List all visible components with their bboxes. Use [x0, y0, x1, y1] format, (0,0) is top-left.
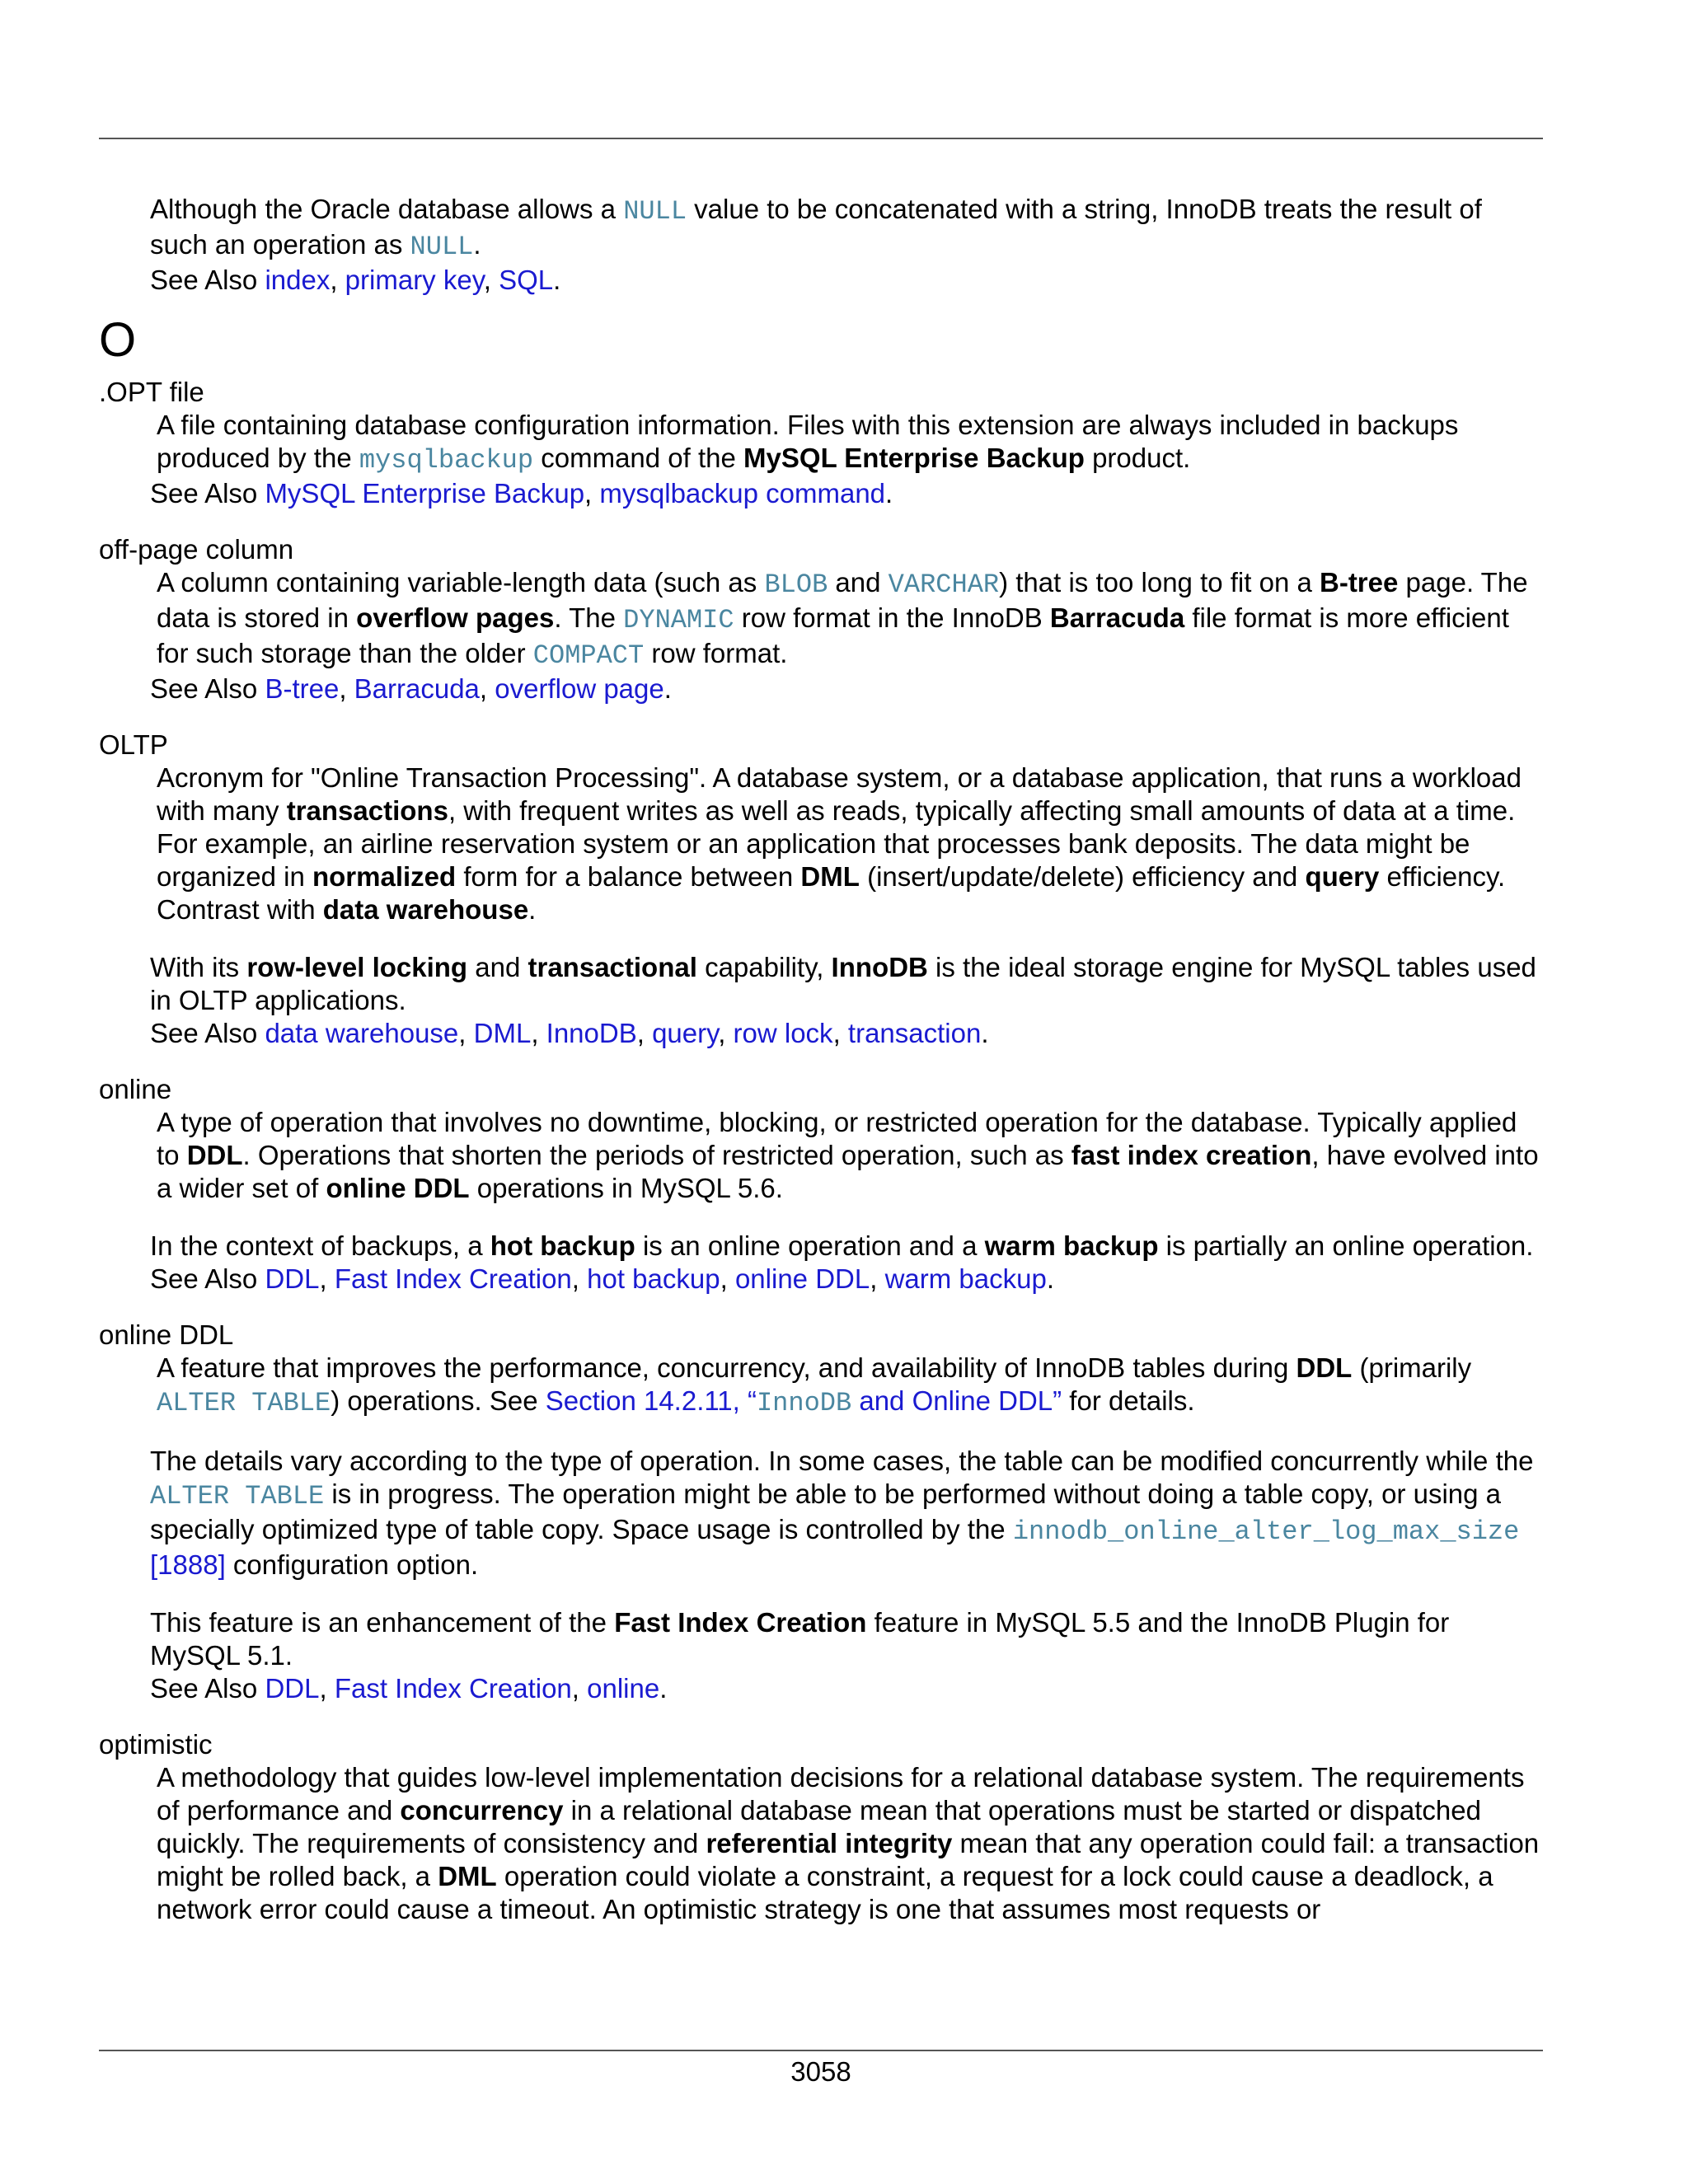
- code-literal: NULL: [623, 196, 687, 227]
- see-also-link[interactable]: DDL: [265, 1263, 320, 1294]
- definition-paragraph: A feature that improves the performance, concurrency, and availability of InnoDB tables during DDL (primarily ALTER TABLE) operations. See Section 14.2.11, “InnoDB and Online DDL” for details.: [157, 1352, 1472, 1418]
- continuation-see-also: See Also index, primary key, SQL.: [150, 265, 561, 295]
- continuation-paragraph: Although the Oracle database allows a NULL value to be concatenated with a string, InnoDB treats the result of such an operation as NULL.: [150, 194, 1482, 262]
- glossary-term: off-page column: [99, 534, 294, 565]
- glossary-content: [99, 193, 1543, 1926]
- glossary-term-reference: DDL: [186, 1140, 243, 1170]
- see-also-link[interactable]: index: [265, 265, 331, 295]
- cross-reference-link[interactable]: and Online DDL”: [851, 1385, 1062, 1416]
- definition-paragraph: Acronym for "Online Transaction Processing". A database system, or a database application, that runs a workload with many transactions, with frequent writes as well as reads, typically affecting small amounts of data at a time. For example, an airline reservation system or an application that processes bank deposits. The data might be organized in normalized form for a balance between DML (insert/update/delete) efficiency and query efficiency. Contrast with data warehouse.: [157, 762, 1522, 925]
- page-number: 3058: [790, 2056, 851, 2087]
- glossary-term-reference: referential integrity: [706, 1828, 953, 1858]
- see-also: See Also DDL, Fast Index Creation, online.: [150, 1673, 668, 1704]
- definition-paragraph: A column containing variable-length data (such as BLOB and VARCHAR) that is too long to fit on a B-tree page. The data is stored in overflow pages. The DYNAMIC row format in the InnoDB Barracuda file format is more efficient for such storage than the older COMPACT row format.: [157, 567, 1528, 671]
- see-also: See Also MySQL Enterprise Backup, mysqlbackup command.: [150, 478, 893, 509]
- glossary-entry: [99, 376, 1543, 510]
- glossary-term-reference: data warehouse: [322, 894, 529, 925]
- glossary-term: online: [99, 1074, 172, 1104]
- definition-paragraph: In the context of backups, a hot backup is an online operation and a warm backup is partially an online operation.: [150, 1230, 1534, 1261]
- definition-paragraph: A type of operation that involves no downtime, blocking, or restricted operation for the database. Typically applied to DDL. Operations that shorten the periods of restricted operation, such as fast index creation, have evolved into a wider set of online DDL operations in MySQL 5.6.: [157, 1107, 1539, 1203]
- see-also-link[interactable]: B-tree: [265, 673, 340, 704]
- see-also: See Also data warehouse, DML, InnoDB, query, row lock, transaction.: [150, 1018, 989, 1048]
- glossary-term-reference: online DDL: [326, 1173, 470, 1203]
- see-also-link[interactable]: Barracuda: [354, 673, 480, 704]
- glossary-term-reference: query: [1305, 861, 1380, 892]
- see-also: See Also DDL, Fast Index Creation, hot backup, online DDL, warm backup.: [150, 1263, 1054, 1294]
- code-literal: mysqlbackup: [359, 445, 534, 476]
- see-also-link[interactable]: online DDL: [734, 1263, 870, 1294]
- cross-reference-link[interactable]: Section 14.2.11, “: [545, 1385, 757, 1416]
- see-also-link[interactable]: query: [652, 1018, 719, 1048]
- see-also: See Also B-tree, Barracuda, overflow page.: [150, 673, 672, 704]
- glossary-entry: [99, 1073, 1543, 1296]
- see-also-link[interactable]: MySQL Enterprise Backup: [265, 478, 585, 509]
- glossary-term-reference: warm backup: [984, 1230, 1159, 1261]
- glossary-entries: [99, 376, 1543, 1926]
- glossary-term-reference: fast index creation: [1071, 1140, 1312, 1170]
- glossary-term-reference: normalized: [312, 861, 457, 892]
- glossary-term: .OPT file: [99, 377, 204, 407]
- cross-reference-link[interactable]: [1888]: [150, 1549, 226, 1580]
- see-also-link[interactable]: online: [587, 1673, 660, 1704]
- code-literal: innodb_online_alter_log_max_size: [1012, 1516, 1520, 1547]
- see-also-link[interactable]: SQL: [499, 265, 554, 295]
- see-also-link[interactable]: InnoDB: [546, 1018, 637, 1048]
- see-also-link[interactable]: overflow page: [495, 673, 664, 704]
- definition-paragraph: This feature is an enhancement of the Fast Index Creation feature in MySQL 5.5 and the InnoDB Plugin for MySQL 5.1.: [150, 1607, 1450, 1671]
- continuation-entry: [99, 193, 1543, 297]
- header-rule: [99, 138, 1543, 139]
- section-letter: O: [99, 313, 137, 367]
- glossary-term-reference: Fast Index Creation: [614, 1607, 867, 1638]
- glossary-term-reference: overflow pages: [356, 602, 555, 633]
- glossary-entry: [99, 1319, 1543, 1705]
- glossary-term: optimistic: [99, 1729, 213, 1760]
- code-literal: ALTER TABLE: [157, 1388, 331, 1418]
- cross-reference-link[interactable]: InnoDB: [756, 1388, 852, 1418]
- glossary-term-reference: row-level locking: [246, 952, 468, 982]
- see-also-link[interactable]: DML: [473, 1018, 532, 1048]
- glossary-term-reference: transactions: [286, 795, 448, 826]
- see-also-link[interactable]: Fast Index Creation: [334, 1263, 572, 1294]
- definition-paragraph: A file containing database configuration information. Files with this extension are always included in backups produced by the mysqlbackup command of the MySQL Enterprise Backup product.: [157, 410, 1459, 476]
- glossary-term-reference: DML: [438, 1861, 497, 1891]
- see-also-link[interactable]: hot backup: [587, 1263, 720, 1294]
- glossary-term-reference: MySQL Enterprise Backup: [743, 443, 1085, 473]
- see-also-link[interactable]: data warehouse: [265, 1018, 459, 1048]
- glossary-entry: [99, 1728, 1543, 1926]
- see-also-link[interactable]: DDL: [265, 1673, 320, 1704]
- glossary-entry: [99, 533, 1543, 705]
- see-also-link[interactable]: row lock: [733, 1018, 833, 1048]
- see-also-link[interactable]: mysqlbackup command: [599, 478, 886, 509]
- glossary-term-reference: transactional: [528, 952, 697, 982]
- glossary-term-reference: Barracuda: [1049, 602, 1185, 633]
- code-literal: DYNAMIC: [623, 605, 734, 635]
- see-also-link[interactable]: primary key: [345, 265, 484, 295]
- code-literal: VARCHAR: [888, 569, 1000, 600]
- glossary-term-reference: DDL: [1296, 1352, 1353, 1383]
- code-literal: COMPACT: [532, 640, 645, 671]
- glossary-term-reference: hot backup: [490, 1230, 635, 1261]
- definition-paragraph: A methodology that guides low-level implementation decisions for a relational database system. The requirements of performance and concurrency in a relational database mean that operations must be started or dispatched quickly. The requirements of consistency and referential integrity mean that any operation could fail: a transaction might be rolled back, a DML operation could violate a constraint, a request for a lock could cause a deadlock, a network error could cause a timeout. An optimistic strategy is one that assumes most requests or: [157, 1762, 1540, 1924]
- glossary-term: OLTP: [99, 729, 168, 760]
- see-also-link[interactable]: warm backup: [884, 1263, 1047, 1294]
- see-also-link[interactable]: Fast Index Creation: [334, 1673, 572, 1704]
- code-literal: ALTER TABLE: [150, 1481, 325, 1511]
- glossary-term-reference: InnoDB: [831, 952, 928, 982]
- definition-paragraph: With its row-level locking and transactional capability, InnoDB is the ideal storage engine for MySQL tables used in OLTP applications.: [150, 952, 1536, 1015]
- glossary-term-reference: concurrency: [400, 1795, 564, 1825]
- glossary-term: online DDL: [99, 1319, 234, 1350]
- footer-rule: [99, 2050, 1543, 2051]
- glossary-term-reference: DML: [800, 861, 860, 892]
- glossary-entry: [99, 729, 1543, 1050]
- definition-paragraph: The details vary according to the type of operation. In some cases, the table can be modified concurrently while the ALTER TABLE is in progress. The operation might be able to be performed without doing a table copy, or using a specially optimized type of table copy. Space usage is controlled by the innodb_online_alter_log_max_size [1888] configuration option.: [150, 1446, 1534, 1580]
- code-literal: BLOB: [764, 569, 828, 600]
- see-also-link[interactable]: transaction: [847, 1018, 982, 1048]
- glossary-term-reference: B-tree: [1320, 567, 1399, 598]
- code-literal: NULL: [410, 232, 474, 262]
